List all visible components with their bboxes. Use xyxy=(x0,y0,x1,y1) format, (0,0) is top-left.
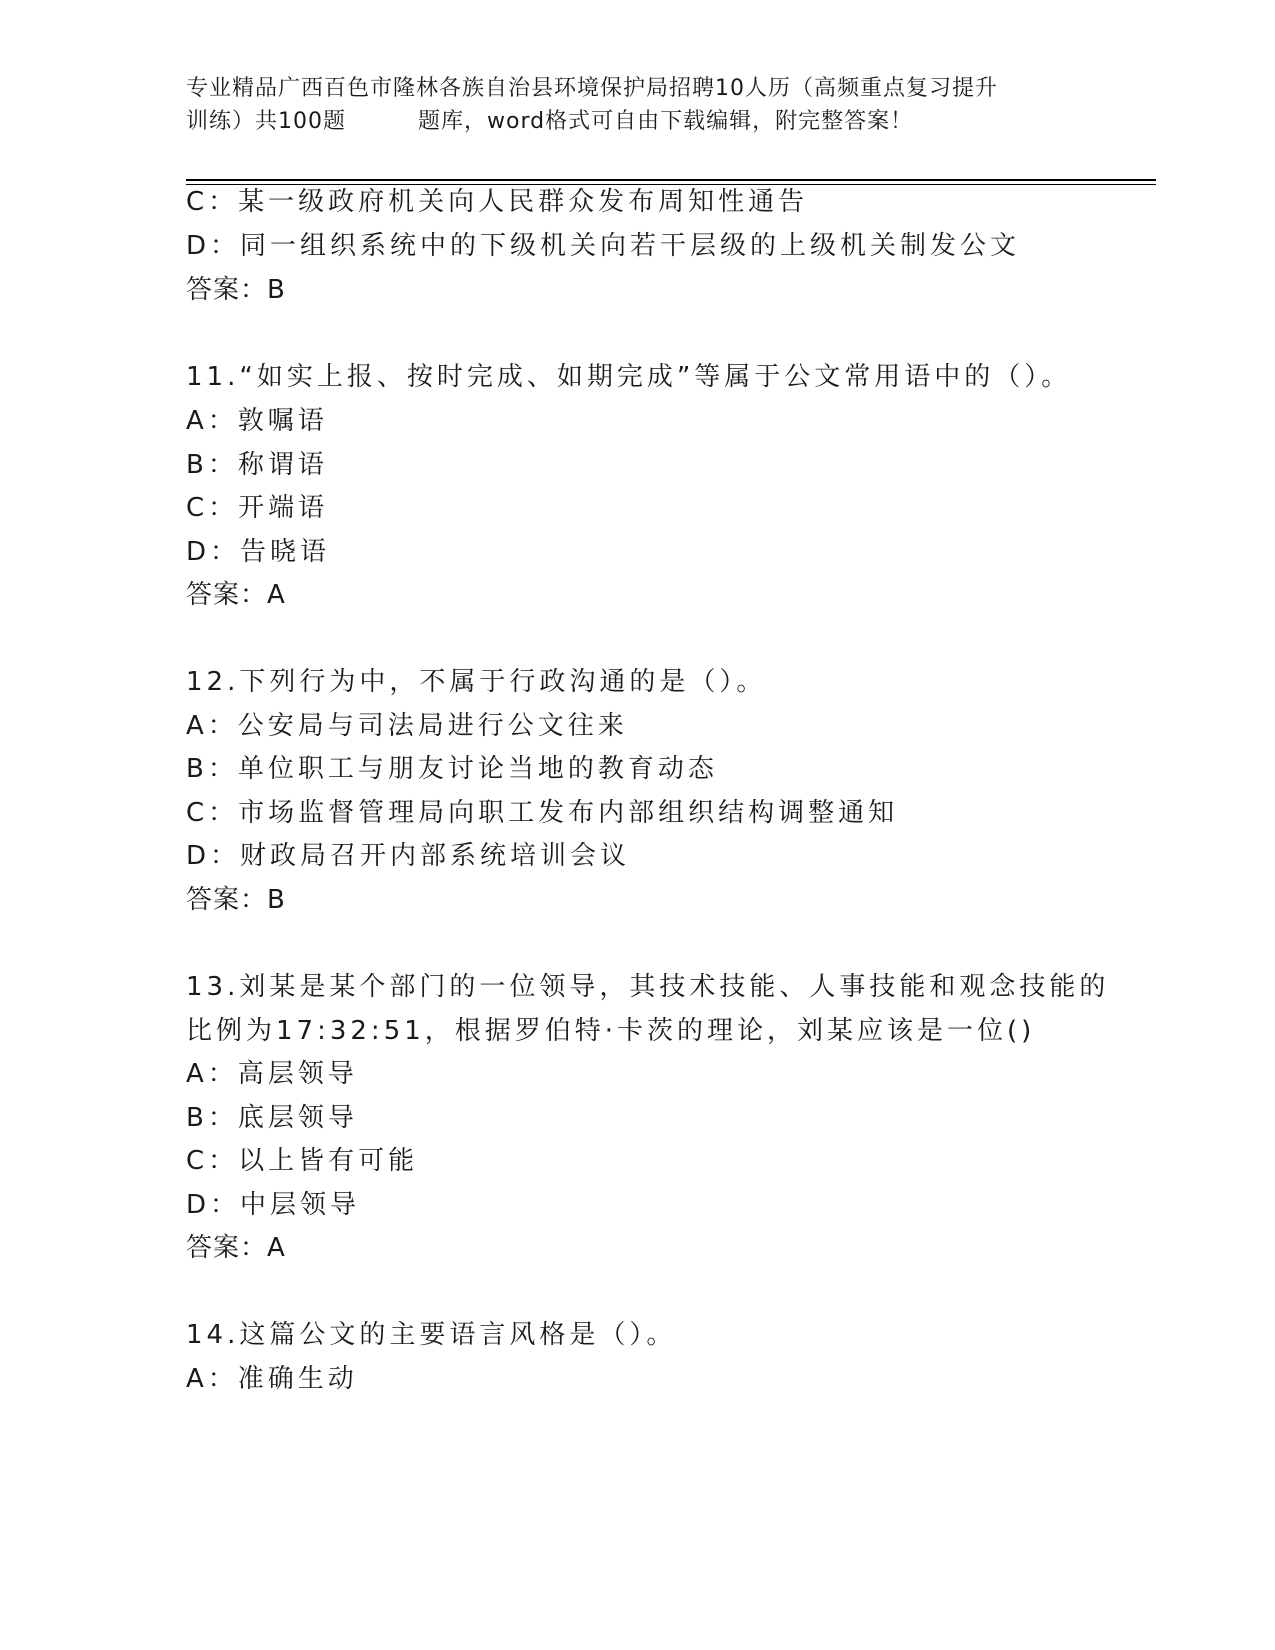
header-title-line1: 专业精品广西百色市隆林各族自治县环境保护局招聘10人历（高频重点复习提升 xyxy=(186,76,998,101)
q11-option-d: D：告晓语 xyxy=(186,537,331,567)
q14-option-a: A：准确生动 xyxy=(186,1364,358,1394)
q12-option-a: A：公安局与司法局进行公文往来 xyxy=(186,711,628,741)
q12-option-c: C：市场监督管理局向职工发布内部组织结构调整通知 xyxy=(186,798,899,828)
q12-stem: 12.下列行为中，不属于行政沟通的是（）。 xyxy=(186,667,767,697)
q11-option-c: C：开端语 xyxy=(186,493,329,523)
q12-option-b: B：单位职工与朋友讨论当地的教育动态 xyxy=(186,754,718,784)
q13-option-a: A：高层领导 xyxy=(186,1059,358,1089)
q13-option-c: C：以上皆有可能 xyxy=(186,1146,419,1176)
q13-stem-line2: 比例为17:32:51，根据罗伯特·卡茨的理论，刘某应该是一位() xyxy=(186,1016,1036,1046)
header-title-line2-part1: 训练）共100题 xyxy=(186,109,346,134)
document-header xyxy=(186,72,1106,138)
q13-option-d: D：中层领导 xyxy=(186,1190,361,1220)
header-divider-thick xyxy=(186,179,1156,181)
q14-stem: 14.这篇公文的主要语言风格是（）。 xyxy=(186,1320,677,1350)
q11-stem: 11.“如实上报、按时完成、如期完成”等属于公文常用语中的（）。 xyxy=(186,362,1072,392)
header-title-line2 xyxy=(186,105,1106,138)
q13-option-b: B：底层领导 xyxy=(186,1103,358,1133)
header-title-line2-part2: 题库，word格式可自由下载编辑，附完整答案！ xyxy=(418,109,914,134)
q11-option-b: B：称谓语 xyxy=(186,450,328,480)
q10-option-c: C：某一级政府机关向人民群众发布周知性通告 xyxy=(186,187,809,217)
q10-option-d: D：同一组织系统中的下级机关向若干层级的上级机关制发公文 xyxy=(186,231,1021,261)
q13-stem-line1: 13.刘某是某个部门的一位领导，其技术技能、人事技能和观念技能的 xyxy=(186,972,1110,1002)
q12-option-d: D：财政局召开内部系统培训会议 xyxy=(186,841,631,871)
q11-option-a: A：敦嘱语 xyxy=(186,406,328,436)
q12-answer: 答案：B xyxy=(186,885,286,915)
q10-answer: 答案：B xyxy=(186,275,286,305)
q11-answer: 答案：A xyxy=(186,580,286,610)
q13-answer: 答案：A xyxy=(186,1233,286,1263)
